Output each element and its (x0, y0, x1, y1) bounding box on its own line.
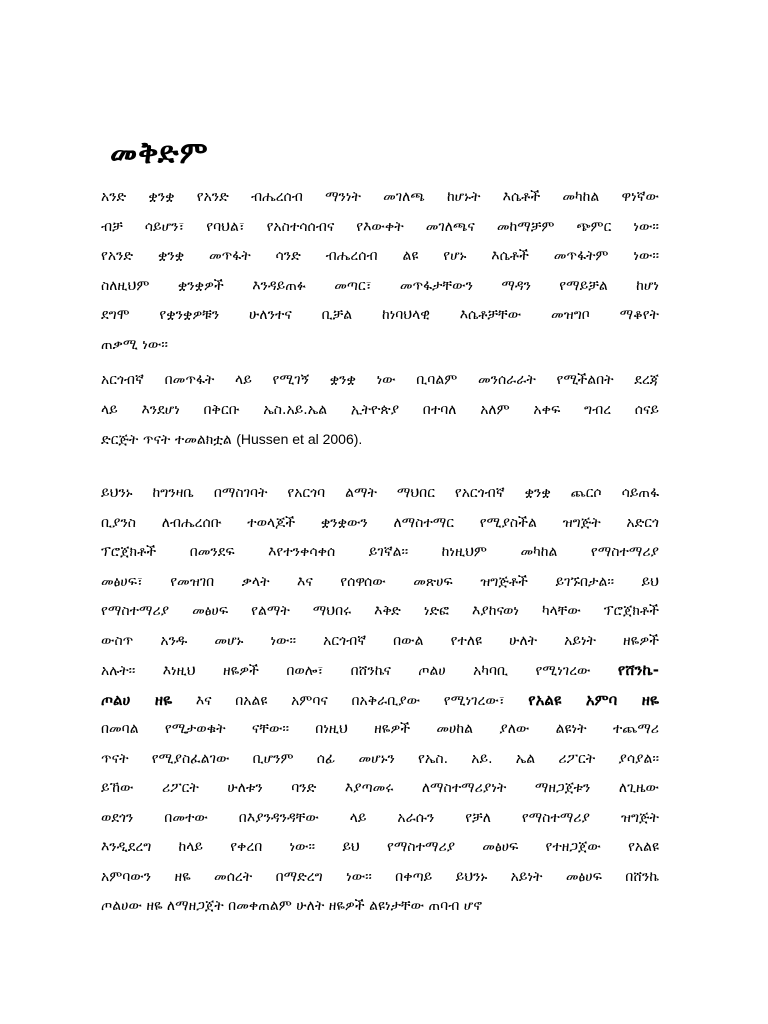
text-line: በመባል የሚታወቁት ናቸው፡፡ በነዚህ ዘዬዎች መሀከል ያለው ልዩነት ተጨማሪ (101, 721, 659, 737)
text-line: ወደጎን በመተው በእያንዳንዳቸው ላይ አራሱን የቻለ የማስተማሪያ ዝግጅት (101, 809, 659, 826)
text-line: ስለዚህም ቋንቋዎች እንዳይጠፉ መጣር፣ መጥፋታቸውን ማዳን የማይቻል ከሆነ (101, 277, 659, 294)
text-line: አምባውን ዘዬ መሰረት በማድረግ ነው፡፡ በቀጣይ ይህንኑ አይነት መፅሀፍ በሸንኬ (101, 868, 659, 885)
text-line (101, 686, 659, 716)
paragraph-2 (101, 366, 659, 455)
text-line: አርጎብኛ በመጥፋት ላይ የሚገኝ ቋንቋ ነው ቢባልም መንሰራራት የሚችልበት ደረጃ (101, 372, 659, 388)
text-line: የአንድ ቋንቋ መጥፋት ሳንድ ብሔረሰብ ልዩ የሆኑ እሴቶች መጥፋትም ነው፡፡ (101, 248, 659, 264)
paragraph-1 (101, 183, 659, 360)
text-line: ቢያንስ ለብሔረሰቡ ተወላጆች ቋንቋውን ለማስተማር የሚያስችል ዝግጅት አድርጎ (101, 514, 659, 531)
text-line: ብቻ ሳይሆን፣ የባህል፣ የአስተሳሰብና የእውቀት መገለጫና መከማቻም ጭምር ነው፡፡ (101, 218, 659, 235)
text-line: አንድ ቋንቋ የአንድ ብሔረሰብ ማንነት መገለጫ ከሆኑት እሴቶች መካከል ዋነኛው (101, 189, 659, 205)
text-line: ጥናት የሚያስፈልገው ቢሆንም ሰፊ መሆኑን የኤስ. አይ. ኤል ሪፖርት ያሳያል፡፡ (101, 750, 659, 767)
text-line: ላይ እንደሆነ በቅርቡ ኤስ.አይ.ኤል ኢትዮጵያ በተባለ አለም አቀፍ ግብረ ሰናይ (101, 401, 659, 418)
text-line: ውስጥ አንዱ መሆኑ ነው፡፡ አርጎብኛ በውል የተለዩ ሁለት አይነት ዘዬዎች (101, 632, 659, 649)
text-line: መፅሀፍ፣ የመዝገበ ቃላት እና የሰዋሰው መጽሀፍ ዝግጅቶች ይገኙበታል፡፡ ይህ (101, 573, 659, 590)
text-line: ፕሮጀክቶች በመንደፍ እየተንቀሳቀሰ ይገኛል፡፡ ከነዚህም መካከል የማስተማሪያ (101, 544, 659, 560)
paragraph-3 (101, 479, 659, 922)
text-line (101, 656, 659, 686)
citation: (Hussen et al 2006). (236, 431, 363, 447)
text-segment: አሉት፡፡ እነዚህ ዘዬዎች በወሎ፣ በሸንኬና ጦልሀ አካባቢ የሚነገረው (101, 663, 618, 679)
bold-term: ጦልሀ ዘዬ (101, 690, 173, 709)
text-line: እንዲደረግ ከላይ የቀረበ ነው፡፡ ይህ የማስተማሪያ መፅሀፍ የተዘጋጀው የአልዩ (101, 839, 659, 855)
text-line: ጠቃሚ ነው፡፡ (101, 336, 168, 353)
page-title: መቅድም (110, 136, 209, 171)
text-segment: እና በአልዩ አምባና በአቅራቢያው የሚነገረው፣ (172, 692, 529, 709)
text-line: ድርጅት ጥናት ተመልክቷል (Hussen et al 2006). (101, 431, 363, 448)
bold-term: የሸንኬ- (617, 661, 659, 679)
text-line: ጦልሀው ዘዬ ለማዘጋጀት በመቀጠልም ሁለት ዘዬዎች ልዩነታቸው ጠባብ ሆኖ (101, 898, 483, 914)
text-line: ይህንኑ ከግንዛቤ በማስገባት የአርጎባ ልማት ማህበር የአርጎብኛ ቋንቋ ጨርሶ ሳይጠፋ (101, 485, 659, 501)
text-line: ይኸው ሪፖርት ሁለቱን ባንድ እያጣመሩ ለማስተማሪያነት ማዘጋጀቱን ለጊዜው (101, 780, 659, 796)
bold-term: የአልዩ አምባ ዘዬ (528, 690, 659, 709)
text-line: ደግሞ የቋንቋዎቹን ሁለንተና ቢቻል ከነባህላዊ እሴቶቻቸው መዝግቦ ማቆየት (101, 307, 659, 323)
text-line: የማስተማሪያ መፅሀፍ የልማት ማህበሩ እቅድ ነድፎ እያከናወነ ካላቸው ፕሮጀክቶች (101, 603, 659, 619)
